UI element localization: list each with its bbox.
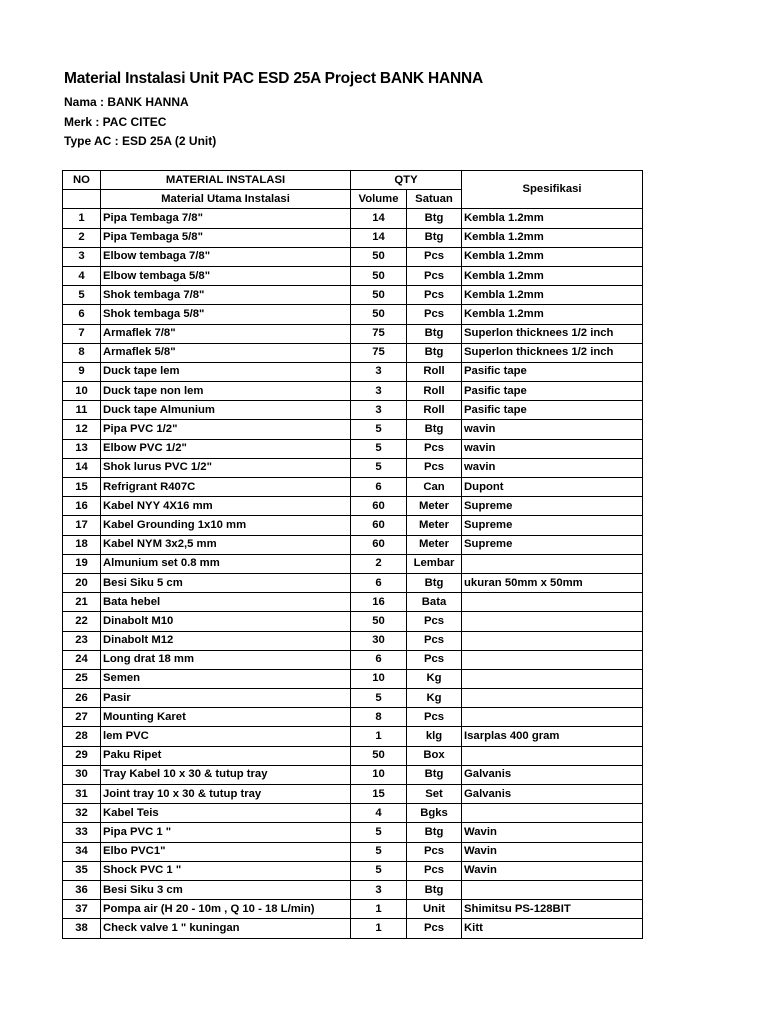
cell-no: 11 xyxy=(63,401,101,420)
cell-material: Shok tembaga 7/8" xyxy=(101,286,351,305)
cell-material: Shok tembaga 5/8" xyxy=(101,305,351,324)
meta-type: Type AC : ESD 25A (2 Unit) xyxy=(64,134,217,148)
cell-spesifikasi: Galvanis xyxy=(462,765,643,784)
cell-volume: 14 xyxy=(351,209,407,228)
cell-volume: 6 xyxy=(351,650,407,669)
cell-volume: 5 xyxy=(351,823,407,842)
cell-satuan: Box xyxy=(407,746,462,765)
table-row xyxy=(63,516,643,535)
cell-satuan: Roll xyxy=(407,382,462,401)
cell-satuan: Pcs xyxy=(407,842,462,861)
cell-no: 24 xyxy=(63,650,101,669)
cell-satuan: Btg xyxy=(407,823,462,842)
cell-spesifikasi: Pasific tape xyxy=(462,382,643,401)
cell-material: Duck tape Almunium xyxy=(101,401,351,420)
cell-material: Tray Kabel 10 x 30 & tutup tray xyxy=(101,765,351,784)
header-no: NO xyxy=(63,171,101,190)
cell-material: Long drat 18 mm xyxy=(101,650,351,669)
cell-satuan: Btg xyxy=(407,343,462,362)
cell-satuan: Can xyxy=(407,478,462,497)
cell-no: 15 xyxy=(63,478,101,497)
cell-spesifikasi: wavin xyxy=(462,439,643,458)
cell-spesifikasi: Supreme xyxy=(462,497,643,516)
cell-spesifikasi: Wavin xyxy=(462,842,643,861)
cell-volume: 15 xyxy=(351,785,407,804)
cell-no: 23 xyxy=(63,631,101,650)
cell-volume: 5 xyxy=(351,861,407,880)
cell-spesifikasi: Supreme xyxy=(462,516,643,535)
cell-spesifikasi: Superlon thicknees 1/2 inch xyxy=(462,343,643,362)
cell-satuan: Meter xyxy=(407,516,462,535)
header-no-sub xyxy=(63,190,101,209)
cell-material: Pipa PVC 1 " xyxy=(101,823,351,842)
cell-no: 29 xyxy=(63,746,101,765)
cell-no: 35 xyxy=(63,861,101,880)
header-material-sub: Material Utama Instalasi xyxy=(101,190,351,209)
table-row xyxy=(63,727,643,746)
cell-no: 20 xyxy=(63,573,101,592)
table-row xyxy=(63,401,643,420)
table-row xyxy=(63,593,643,612)
meta-nama: Nama : BANK HANNA xyxy=(64,95,189,109)
cell-spesifikasi: wavin xyxy=(462,420,643,439)
table-row xyxy=(63,266,643,285)
cell-no: 12 xyxy=(63,420,101,439)
table-row xyxy=(63,478,643,497)
cell-material: Armaflek 7/8" xyxy=(101,324,351,343)
cell-no: 7 xyxy=(63,324,101,343)
cell-spesifikasi: ukuran 50mm x 50mm xyxy=(462,573,643,592)
table-row xyxy=(63,842,643,861)
cell-volume: 1 xyxy=(351,900,407,919)
cell-spesifikasi: Galvanis xyxy=(462,785,643,804)
cell-material: Besi Siku 3 cm xyxy=(101,880,351,899)
table-row xyxy=(63,343,643,362)
table-row xyxy=(63,420,643,439)
table-body xyxy=(63,209,643,938)
cell-spesifikasi xyxy=(462,689,643,708)
cell-volume: 14 xyxy=(351,228,407,247)
cell-spesifikasi: Kembla 1.2mm xyxy=(462,266,643,285)
cell-satuan: Pcs xyxy=(407,708,462,727)
cell-spesifikasi: Kembla 1.2mm xyxy=(462,305,643,324)
cell-no: 32 xyxy=(63,804,101,823)
table-row xyxy=(63,247,643,266)
cell-volume: 5 xyxy=(351,439,407,458)
cell-no: 17 xyxy=(63,516,101,535)
table-row xyxy=(63,497,643,516)
document-title: Material Instalasi Unit PAC ESD 25A Project BANK HANNA xyxy=(64,70,483,87)
table-row xyxy=(63,286,643,305)
cell-no: 26 xyxy=(63,689,101,708)
table-row xyxy=(63,631,643,650)
cell-material: Shok lurus PVC 1/2" xyxy=(101,458,351,477)
table-row xyxy=(63,689,643,708)
cell-no: 5 xyxy=(63,286,101,305)
cell-material: Duck tape lem xyxy=(101,362,351,381)
cell-volume: 75 xyxy=(351,324,407,343)
cell-volume: 50 xyxy=(351,305,407,324)
cell-volume: 50 xyxy=(351,612,407,631)
cell-volume: 8 xyxy=(351,708,407,727)
cell-spesifikasi: Kitt xyxy=(462,919,643,938)
cell-material: Check valve 1 " kuningan xyxy=(101,919,351,938)
table-row xyxy=(63,746,643,765)
table-row xyxy=(63,382,643,401)
cell-satuan: Btg xyxy=(407,573,462,592)
cell-spesifikasi: Kembla 1.2mm xyxy=(462,286,643,305)
cell-spesifikasi: Kembla 1.2mm xyxy=(462,247,643,266)
cell-satuan: Lembar xyxy=(407,554,462,573)
cell-no: 18 xyxy=(63,535,101,554)
cell-material: Kabel NYM 3x2,5 mm xyxy=(101,535,351,554)
cell-satuan: Kg xyxy=(407,669,462,688)
cell-satuan: Pcs xyxy=(407,650,462,669)
cell-satuan: Pcs xyxy=(407,247,462,266)
cell-material: Kabel Teis xyxy=(101,804,351,823)
cell-satuan: Pcs xyxy=(407,266,462,285)
table-row xyxy=(63,765,643,784)
cell-no: 4 xyxy=(63,266,101,285)
table-row xyxy=(63,804,643,823)
cell-no: 36 xyxy=(63,880,101,899)
cell-satuan: Unit xyxy=(407,900,462,919)
cell-volume: 50 xyxy=(351,286,407,305)
cell-spesifikasi xyxy=(462,880,643,899)
cell-volume: 3 xyxy=(351,880,407,899)
cell-material: Pipa Tembaga 5/8" xyxy=(101,228,351,247)
cell-satuan: Pcs xyxy=(407,286,462,305)
cell-satuan: Pcs xyxy=(407,305,462,324)
cell-volume: 5 xyxy=(351,842,407,861)
table-row xyxy=(63,785,643,804)
cell-material: Bata hebel xyxy=(101,593,351,612)
cell-volume: 16 xyxy=(351,593,407,612)
cell-material: Besi Siku 5 cm xyxy=(101,573,351,592)
cell-volume: 5 xyxy=(351,458,407,477)
cell-no: 13 xyxy=(63,439,101,458)
cell-spesifikasi xyxy=(462,746,643,765)
cell-no: 14 xyxy=(63,458,101,477)
cell-no: 19 xyxy=(63,554,101,573)
cell-no: 30 xyxy=(63,765,101,784)
cell-spesifikasi: Pasific tape xyxy=(462,401,643,420)
cell-satuan: Roll xyxy=(407,401,462,420)
cell-material: Pompa air (H 20 - 10m , Q 10 - 18 L/min) xyxy=(101,900,351,919)
cell-spesifikasi: Kembla 1.2mm xyxy=(462,228,643,247)
table-row xyxy=(63,228,643,247)
cell-no: 37 xyxy=(63,900,101,919)
cell-material: Armaflek 5/8" xyxy=(101,343,351,362)
cell-no: 9 xyxy=(63,362,101,381)
cell-no: 22 xyxy=(63,612,101,631)
cell-material: Pasir xyxy=(101,689,351,708)
cell-volume: 5 xyxy=(351,420,407,439)
cell-spesifikasi xyxy=(462,650,643,669)
cell-satuan: Roll xyxy=(407,362,462,381)
table-row xyxy=(63,650,643,669)
table-row xyxy=(63,439,643,458)
cell-material: Duck tape non lem xyxy=(101,382,351,401)
cell-spesifikasi: Wavin xyxy=(462,823,643,842)
cell-material: Shock PVC 1 " xyxy=(101,861,351,880)
header-spesifikasi: Spesifikasi xyxy=(462,171,643,209)
table-row xyxy=(63,554,643,573)
cell-volume: 1 xyxy=(351,727,407,746)
cell-satuan: Btg xyxy=(407,209,462,228)
cell-volume: 3 xyxy=(351,382,407,401)
cell-no: 21 xyxy=(63,593,101,612)
cell-volume: 30 xyxy=(351,631,407,650)
table-row xyxy=(63,573,643,592)
cell-volume: 3 xyxy=(351,362,407,381)
cell-volume: 6 xyxy=(351,478,407,497)
cell-spesifikasi xyxy=(462,593,643,612)
table-row xyxy=(63,324,643,343)
cell-satuan: Btg xyxy=(407,880,462,899)
cell-spesifikasi: Supreme xyxy=(462,535,643,554)
cell-satuan: Btg xyxy=(407,765,462,784)
table-row xyxy=(63,708,643,727)
cell-no: 8 xyxy=(63,343,101,362)
cell-spesifikasi xyxy=(462,669,643,688)
cell-material: Pipa Tembaga 7/8" xyxy=(101,209,351,228)
cell-spesifikasi xyxy=(462,804,643,823)
cell-satuan: Pcs xyxy=(407,439,462,458)
header-volume: Volume xyxy=(351,190,407,209)
cell-spesifikasi xyxy=(462,631,643,650)
cell-satuan: Bgks xyxy=(407,804,462,823)
cell-material: Kabel Grounding 1x10 mm xyxy=(101,516,351,535)
cell-spesifikasi: Superlon thicknees 1/2 inch xyxy=(462,324,643,343)
cell-satuan: Meter xyxy=(407,497,462,516)
cell-material: Dinabolt M12 xyxy=(101,631,351,650)
cell-no: 2 xyxy=(63,228,101,247)
table-row xyxy=(63,612,643,631)
cell-no: 27 xyxy=(63,708,101,727)
cell-no: 31 xyxy=(63,785,101,804)
cell-satuan: Pcs xyxy=(407,919,462,938)
cell-spesifikasi xyxy=(462,708,643,727)
table-row xyxy=(63,823,643,842)
cell-volume: 75 xyxy=(351,343,407,362)
cell-no: 16 xyxy=(63,497,101,516)
header-qty: QTY xyxy=(351,171,462,190)
cell-spesifikasi xyxy=(462,554,643,573)
cell-material: Almunium set 0.8 mm xyxy=(101,554,351,573)
table-row xyxy=(63,209,643,228)
cell-no: 1 xyxy=(63,209,101,228)
cell-material: Paku Ripet xyxy=(101,746,351,765)
cell-spesifikasi: Isarplas 400 gram xyxy=(462,727,643,746)
cell-spesifikasi: Wavin xyxy=(462,861,643,880)
table-row xyxy=(63,900,643,919)
cell-satuan: Meter xyxy=(407,535,462,554)
cell-material: Elbow tembaga 5/8" xyxy=(101,266,351,285)
cell-spesifikasi: Pasific tape xyxy=(462,362,643,381)
cell-material: Semen xyxy=(101,669,351,688)
cell-spesifikasi xyxy=(462,612,643,631)
cell-material: Dinabolt M10 xyxy=(101,612,351,631)
cell-spesifikasi: Dupont xyxy=(462,478,643,497)
cell-satuan: Pcs xyxy=(407,631,462,650)
cell-no: 34 xyxy=(63,842,101,861)
cell-volume: 4 xyxy=(351,804,407,823)
cell-spesifikasi: Shimitsu PS-128BIT xyxy=(462,900,643,919)
cell-volume: 50 xyxy=(351,746,407,765)
cell-volume: 1 xyxy=(351,919,407,938)
cell-material: lem PVC xyxy=(101,727,351,746)
cell-satuan: Pcs xyxy=(407,458,462,477)
cell-material: Elbo PVC1" xyxy=(101,842,351,861)
table-row xyxy=(63,535,643,554)
cell-no: 6 xyxy=(63,305,101,324)
cell-material: Refrigrant R407C xyxy=(101,478,351,497)
header-satuan: Satuan xyxy=(407,190,462,209)
cell-satuan: Btg xyxy=(407,228,462,247)
cell-volume: 5 xyxy=(351,689,407,708)
cell-satuan: Bata xyxy=(407,593,462,612)
cell-volume: 3 xyxy=(351,401,407,420)
cell-satuan: Pcs xyxy=(407,612,462,631)
cell-satuan: Kg xyxy=(407,689,462,708)
cell-volume: 50 xyxy=(351,247,407,266)
cell-volume: 50 xyxy=(351,266,407,285)
cell-no: 33 xyxy=(63,823,101,842)
cell-no: 28 xyxy=(63,727,101,746)
cell-volume: 60 xyxy=(351,516,407,535)
cell-satuan: Pcs xyxy=(407,861,462,880)
table-row xyxy=(63,362,643,381)
header-material: MATERIAL INSTALASI xyxy=(101,171,351,190)
cell-satuan: Btg xyxy=(407,420,462,439)
cell-no: 38 xyxy=(63,919,101,938)
table-row xyxy=(63,669,643,688)
table-row xyxy=(63,861,643,880)
cell-material: Joint tray 10 x 30 & tutup tray xyxy=(101,785,351,804)
cell-volume: 10 xyxy=(351,669,407,688)
cell-volume: 2 xyxy=(351,554,407,573)
cell-volume: 6 xyxy=(351,573,407,592)
cell-volume: 60 xyxy=(351,497,407,516)
cell-satuan: Btg xyxy=(407,324,462,343)
cell-satuan: klg xyxy=(407,727,462,746)
cell-spesifikasi: Kembla 1.2mm xyxy=(462,209,643,228)
material-table xyxy=(62,170,643,939)
cell-no: 25 xyxy=(63,669,101,688)
cell-material: Kabel NYY 4X16 mm xyxy=(101,497,351,516)
table-row xyxy=(63,880,643,899)
cell-material: Mounting Karet xyxy=(101,708,351,727)
table-row xyxy=(63,458,643,477)
cell-spesifikasi: wavin xyxy=(462,458,643,477)
cell-no: 3 xyxy=(63,247,101,266)
cell-no: 10 xyxy=(63,382,101,401)
cell-volume: 60 xyxy=(351,535,407,554)
meta-merk: Merk : PAC CITEC xyxy=(64,115,167,129)
cell-material: Elbow tembaga 7/8" xyxy=(101,247,351,266)
cell-satuan: Set xyxy=(407,785,462,804)
table-row xyxy=(63,305,643,324)
table-row xyxy=(63,919,643,938)
cell-material: Elbow PVC 1/2" xyxy=(101,439,351,458)
cell-volume: 10 xyxy=(351,765,407,784)
cell-material: Pipa PVC 1/2" xyxy=(101,420,351,439)
